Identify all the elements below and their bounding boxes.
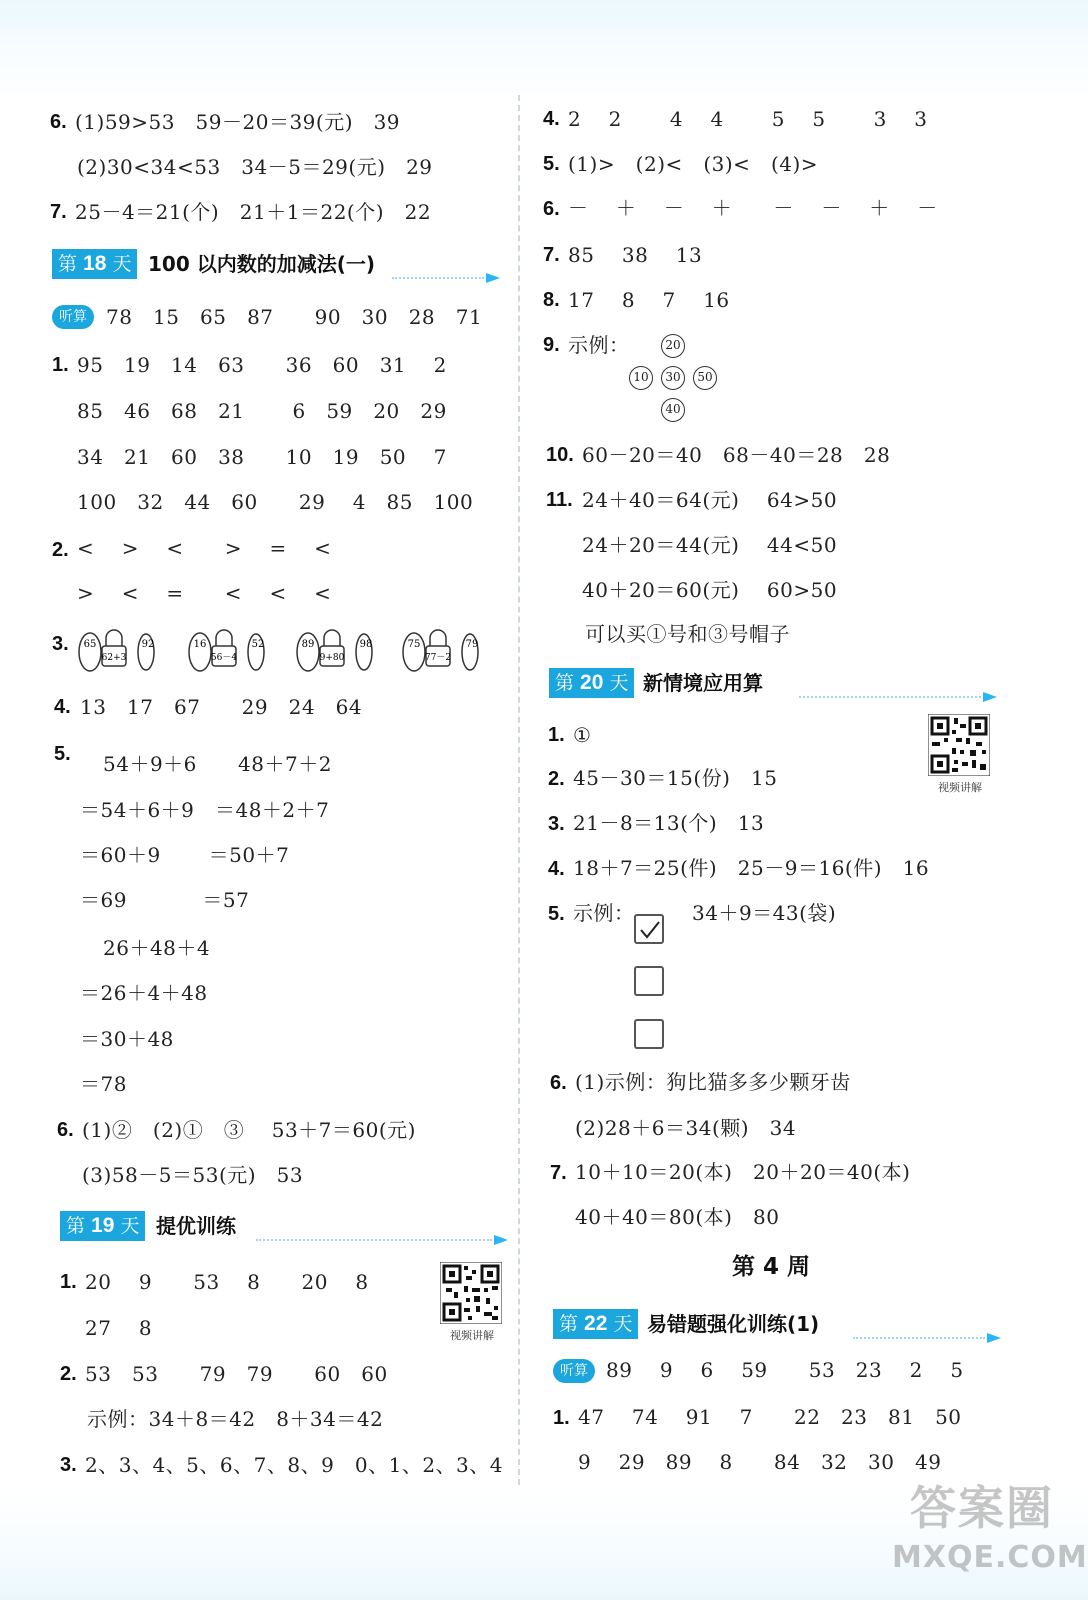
answer-line: (1)② (2)① ③ 53＋7＝60(元) [82,1118,416,1142]
lock-key-left: 65 [83,639,97,650]
question-number: 1. [548,724,565,746]
question-number: 5. [54,743,71,765]
qr-label: 视频讲解 [450,1329,494,1342]
header-arrow [494,1235,508,1245]
answer-line: ＝54＋6＋9 ＝48＋2＋7 [80,798,330,822]
section-title: 新情境应用算 [643,671,763,695]
answer-line: (3)58－5＝53(元) 53 [82,1163,304,1187]
circle-bottom: 40 [661,398,685,422]
day-badge: 第 19 天 [60,1211,145,1241]
question-number: 7. [543,244,560,266]
header-arrow [987,1333,1001,1343]
answer-line: － ＋ － ＋ － － ＋ － [568,196,938,220]
answer-line: 10＋10＝20(本) 20＋20＝40(本) [575,1160,911,1184]
day-19-header [60,1211,508,1241]
question-number: 6. [550,1072,567,1094]
question-number: 1. [553,1407,570,1429]
day-22-header [553,1309,1001,1339]
lock-expression: 62+3 [101,653,127,663]
question-number: 1. [52,354,69,376]
answer-line: 24＋40＝64(元) 64>50 [582,488,838,512]
lock-key-figure [76,628,160,676]
answer-line: 89 9 6 59 53 23 2 5 [606,1358,964,1382]
circle-right: 50 [693,366,717,390]
question-number: 6. [50,111,67,133]
week-heading: 第 4 周 [732,1254,811,1280]
answer-line: 27 8 [85,1316,153,1340]
answer-line: (1)示例：狗比猫多多少颗牙齿 [575,1070,851,1094]
question-number: 7. [50,201,67,223]
lock-key-right: 98 [359,639,373,650]
question-number: 11. [546,489,573,511]
checkbox-empty[interactable] [634,966,664,996]
answer-line: (2)28＋6＝34(颗) 34 [575,1116,797,1140]
answer-line: 2、3、4、5、6、7、8、9 0、1、2、3、4 [85,1453,503,1477]
answer-line: 95 19 14 63 36 60 31 2 [77,353,447,377]
watermark-logo-text: 答案圈 [910,1481,1054,1535]
day-badge: 第 22 天 [553,1309,638,1339]
answer-line: 54＋9＋6 48＋7＋2 [103,752,332,776]
circle-top: 20 [661,334,685,358]
header-arrow [486,273,500,283]
answer-line: 34 21 60 38 10 19 50 7 [77,445,447,469]
header-rule [853,1337,985,1339]
question-number: 5. [548,903,565,925]
question-number: 3. [60,1454,77,1476]
checkbox-empty[interactable] [634,1019,664,1049]
answer-line: 13 17 67 29 24 64 [80,695,363,719]
listen-badge: 听算 [52,305,94,329]
qr-label: 视频讲解 [938,781,982,794]
question-number: 4. [543,108,560,130]
answer-line: 60－20＝40 68－40＝28 28 [582,443,891,467]
answer-line: 45－30＝15(份) 15 [573,766,778,790]
question-number: 5. [543,153,560,175]
answer-line: 100 32 44 60 29 4 85 100 [77,490,474,514]
top-decoration [0,0,1088,100]
qr-code-icon [928,714,990,776]
answer-line: > < = < < < [77,581,332,605]
header-rule [256,1239,492,1241]
answer-line: 示例：34＋8＝42 8＋34＝42 [87,1407,384,1431]
answer-line: ＝26＋4＋48 [80,981,208,1005]
circle-left: 10 [629,366,653,390]
question-number: 1. [60,1271,77,1293]
answer-line: (1)> (2)< (3)< (4)> [568,152,819,176]
answer-line: < > < > = < [77,536,332,560]
answer-line: 24＋20＝44(元) 44<50 [582,533,838,557]
day-badge: 第 18 天 [52,249,137,279]
question-number: 4. [54,696,71,718]
lock-key-left: 16 [193,639,207,650]
answer-line: 25－4＝21(个) 21＋1＝22(个) 22 [75,200,432,224]
video-qr-code[interactable] [928,714,992,795]
answer-line: 18＋7＝25(件) 25－9＝16(件) 16 [573,856,930,880]
answer-line: 85 46 68 21 6 59 20 29 [77,399,447,423]
check-icon [638,918,662,942]
video-qr-code[interactable] [440,1262,504,1343]
lock-key-left: 89 [301,639,315,650]
question-number: 2. [60,1363,77,1385]
lock-key-right: 79 [465,639,479,650]
question-number: 6. [57,1119,74,1141]
watermark-url: MXQE.COM [892,1540,1088,1575]
question-number: 3. [52,633,69,655]
question-number: 3. [548,813,565,835]
question-number: 10. [546,444,574,466]
lock-key-figure [400,628,484,676]
answer-line: ＝78 [80,1072,127,1096]
lock-key-left: 75 [407,639,421,650]
answer-line: 26＋48＋4 [103,936,211,960]
header-rule [392,277,484,279]
answer-line: 2 2 4 4 5 5 3 3 [568,107,928,131]
question-number: 2. [548,768,565,790]
answer-line: ＝30＋48 [80,1027,174,1051]
lock-expression: 9+80 [319,653,345,663]
day-badge: 第 20 天 [549,668,634,698]
answer-line: 示例： [568,333,630,357]
header-arrow [983,692,997,702]
listen-badge: 听算 [553,1359,595,1383]
circle-center: 30 [661,366,685,390]
day-20-header [549,668,997,698]
site-watermark [892,1478,1088,1593]
answer-line: ＝60＋9 ＝50＋7 [80,843,290,867]
header-rule [799,696,981,698]
answer-line: 17 8 7 16 [568,288,730,312]
section-title: 提优训练 [156,1214,236,1238]
question-number: 6. [543,198,560,220]
answer-line: (2)30<34<53 34－5＝29(元) 29 [77,155,433,179]
section-title: 100 以内数的加减法(一) [148,252,375,276]
answer-line: 34＋9＝43(袋) [692,901,837,925]
lock-expression: 77－2 [424,653,452,663]
column-divider [518,95,520,1485]
answer-line: 可以买①号和③号帽子 [585,622,790,646]
answer-line: 78 15 65 87 90 30 28 71 [106,305,483,329]
qr-code-icon [440,1262,502,1324]
answer-line: 53 53 79 79 60 60 [85,1362,388,1386]
checkbox-checked[interactable] [634,914,664,944]
question-number: 4. [548,858,565,880]
answer-line: ① [573,723,592,747]
answer-line: 20 9 53 8 20 8 [85,1270,369,1294]
question-number: 8. [543,289,560,311]
lock-expression: 56－4 [210,653,238,663]
question-number: 2. [52,539,69,561]
answer-line: 40＋40＝80(本) 80 [575,1205,780,1229]
day-18-header [52,249,500,279]
lock-key-right: 92 [141,639,155,650]
answer-line: ＝69 ＝57 [80,888,250,912]
answer-line: 85 38 13 [568,243,703,267]
answer-line: 40＋20＝60(元) 60>50 [582,578,838,602]
lock-key-figure [186,628,270,676]
answer-line: 示例： [573,901,635,925]
lock-key-right: 52 [251,639,265,650]
question-number: 9. [543,334,560,356]
answer-line: (1)59>53 59－20＝39(元) 39 [75,110,401,134]
lock-key-figure [294,628,378,676]
answer-line: 21－8＝13(个) 13 [573,811,765,835]
section-title: 易错题强化训练(1) [647,1312,820,1336]
answer-line: 47 74 91 7 22 23 81 50 [578,1405,962,1429]
answer-line: 9 29 89 8 84 32 30 49 [578,1450,942,1474]
question-number: 7. [550,1162,567,1184]
